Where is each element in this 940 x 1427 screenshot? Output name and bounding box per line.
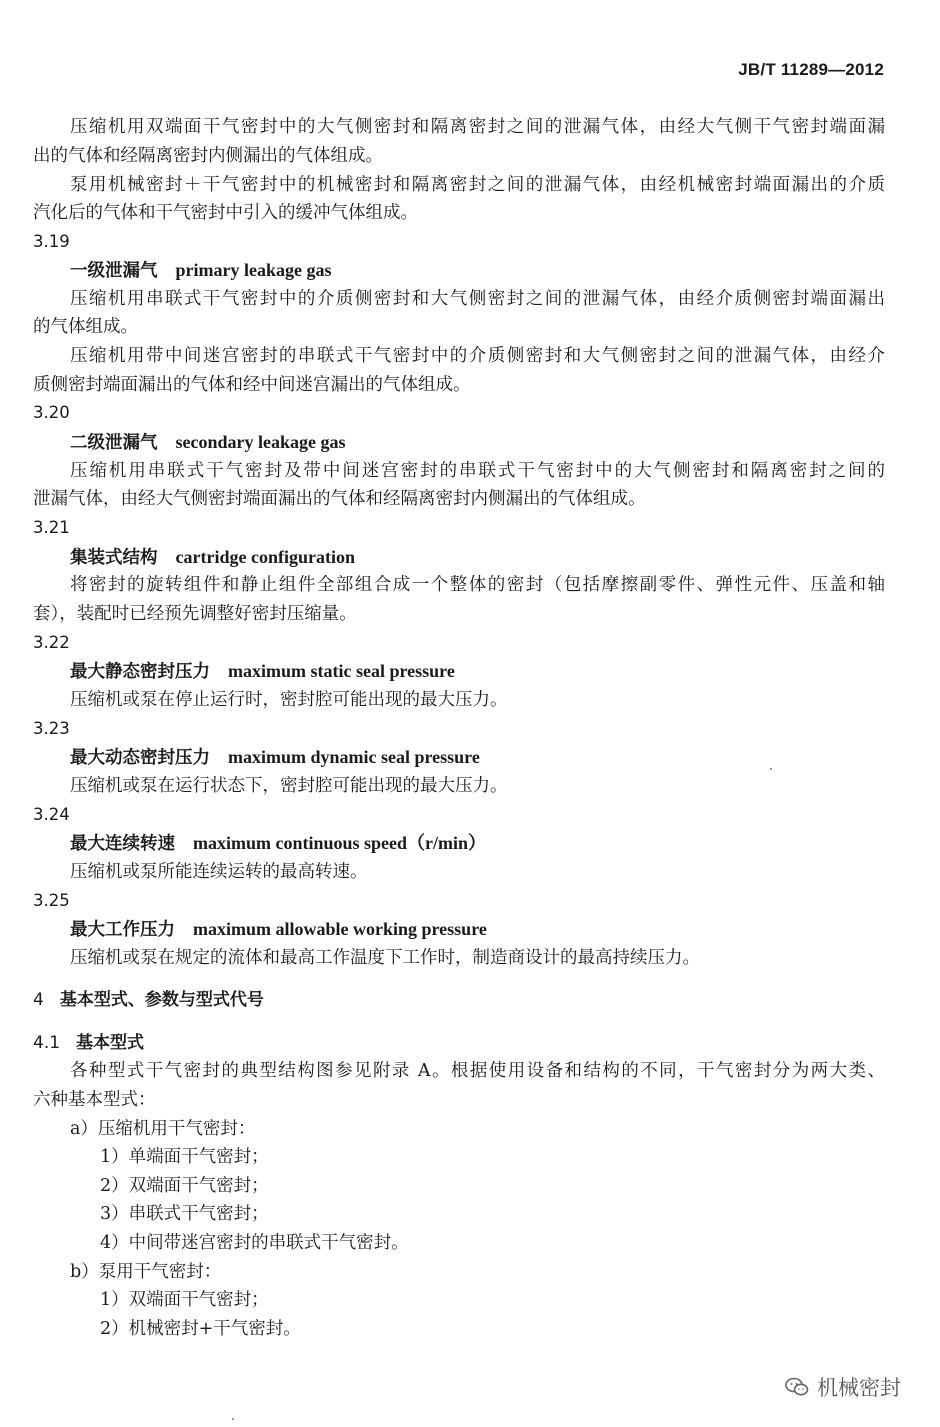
list-item: 2）机械密封+干气密封。 — [100, 1319, 301, 1339]
term-heading — [70, 746, 480, 769]
paragraph-line: 汽化后的气体和干气密封中引入的缓冲气体组成。 — [33, 203, 418, 223]
paragraph-line: 的气体组成。 — [33, 317, 138, 337]
list-item: 1）双端面干气密封； — [100, 1290, 269, 1310]
watermark-text: 机械密封 — [817, 1376, 901, 1400]
term-zh: 最大动态密封压力 — [70, 748, 210, 768]
paragraph-line: 出的气体和经隔离密封内侧漏出的气体组成。 — [33, 146, 383, 166]
paragraph-line: 压缩机或泵在规定的流体和最高工作温度下工作时，制造商设计的最高持续压力。 — [70, 948, 700, 968]
list-item: a）压缩机用干气密封： — [70, 1119, 256, 1139]
term-heading — [70, 259, 331, 282]
clause-number: 3.21 — [33, 518, 70, 537]
term-en: maximum continuous speed（r/min） — [193, 833, 487, 853]
paragraph-line: 压缩机用带中间迷宫密封的串联式干气密封中的介质侧密封和大气侧密封之间的泄漏气体，由经介 — [70, 346, 885, 366]
list-item: 2）双端面干气密封； — [100, 1176, 269, 1196]
term-en: primary leakage gas — [175, 260, 332, 280]
paragraph-line: 压缩机或泵所能连续运转的最高转速。 — [70, 862, 368, 882]
clause-number: 3.25 — [33, 891, 70, 910]
paragraph-line: 六种基本型式： — [33, 1090, 156, 1110]
paragraph-line: 各种型式干气密封的典型结构图参见附录 A。根据使用设备和结构的不同，干气密封分为两大类、 — [70, 1061, 885, 1081]
paragraph-line: 将密封的旋转组件和静止组件全部组合成一个整体的密封（包括摩擦副零件、弹性元件、压盖和轴 — [70, 575, 885, 595]
term-en: secondary leakage gas — [175, 432, 346, 452]
scan-speck — [770, 768, 772, 770]
paragraph-line: 泵用机械密封＋干气密封中的机械密封和隔离密封之间的泄漏气体，由经机械密封端面漏出的介质 — [70, 175, 885, 195]
list-item: 1）单端面干气密封； — [100, 1147, 269, 1167]
term-heading — [70, 431, 346, 454]
subsection-heading — [33, 1032, 144, 1054]
term-zh: 最大连续转速 — [70, 834, 175, 854]
clause-number: 3.19 — [33, 232, 70, 251]
subsection-title: 基本型式 — [76, 1033, 145, 1053]
paragraph-line: 压缩机用双端面干气密封中的大气侧密封和隔离密封之间的泄漏气体，由经大气侧干气密封端面漏 — [70, 117, 885, 137]
standard-code: JB/T 11289—2012 — [738, 60, 884, 79]
list-item: b）泵用干气密封： — [70, 1262, 222, 1282]
paragraph-line: 泄漏气体，由经大气侧密封端面漏出的气体和经隔离密封内侧漏出的气体组成。 — [33, 489, 646, 509]
paragraph-line: 压缩机或泵在停止运行时，密封腔可能出现的最大压力。 — [70, 690, 508, 710]
watermark — [785, 1372, 901, 1402]
term-heading — [70, 546, 355, 569]
wechat-icon — [785, 1377, 809, 1397]
term-zh: 最大工作压力 — [70, 920, 175, 940]
list-item: 4）中间带迷宫密封的串联式干气密封。 — [100, 1233, 409, 1253]
term-en: maximum allowable working pressure — [193, 919, 487, 939]
section-number: 4 — [33, 990, 44, 1010]
paragraph-line: 质侧密封端面漏出的气体和经中间迷宫漏出的气体组成。 — [33, 375, 471, 395]
clause-number: 3.20 — [33, 403, 70, 422]
paragraph-line: 压缩机或泵在运行状态下，密封腔可能出现的最大压力。 — [70, 776, 508, 796]
term-en: maximum static seal pressure — [228, 661, 455, 681]
clause-number: 3.24 — [33, 805, 70, 824]
term-en: cartridge configuration — [175, 547, 355, 567]
scan-speck — [232, 1418, 234, 1420]
term-zh: 一级泄漏气 — [70, 261, 158, 281]
term-zh: 集装式结构 — [70, 548, 158, 568]
term-heading — [70, 918, 487, 941]
clause-number: 3.22 — [33, 633, 70, 652]
subsection-number: 4.1 — [33, 1033, 61, 1053]
clause-number: 3.23 — [33, 719, 70, 738]
section-title: 基本型式、参数与型式代号 — [59, 990, 264, 1010]
term-zh: 二级泄漏气 — [70, 433, 158, 453]
term-heading — [70, 660, 455, 683]
term-zh: 最大静态密封压力 — [70, 662, 210, 682]
paragraph-line: 压缩机用串联式干气密封及带中间迷宫密封的串联式干气密封中的大气侧密封和隔离密封之间的 — [70, 461, 885, 481]
paragraph-line: 套），装配时已经预先调整好密封压缩量。 — [33, 604, 357, 624]
term-en: maximum dynamic seal pressure — [228, 747, 480, 767]
section-heading — [33, 989, 264, 1011]
list-item: 3）串联式干气密封； — [100, 1204, 269, 1224]
term-heading — [70, 832, 486, 855]
paragraph-line: 压缩机用串联式干气密封中的介质侧密封和大气侧密封之间的泄漏气体，由经介质侧密封端面漏出 — [70, 289, 885, 309]
